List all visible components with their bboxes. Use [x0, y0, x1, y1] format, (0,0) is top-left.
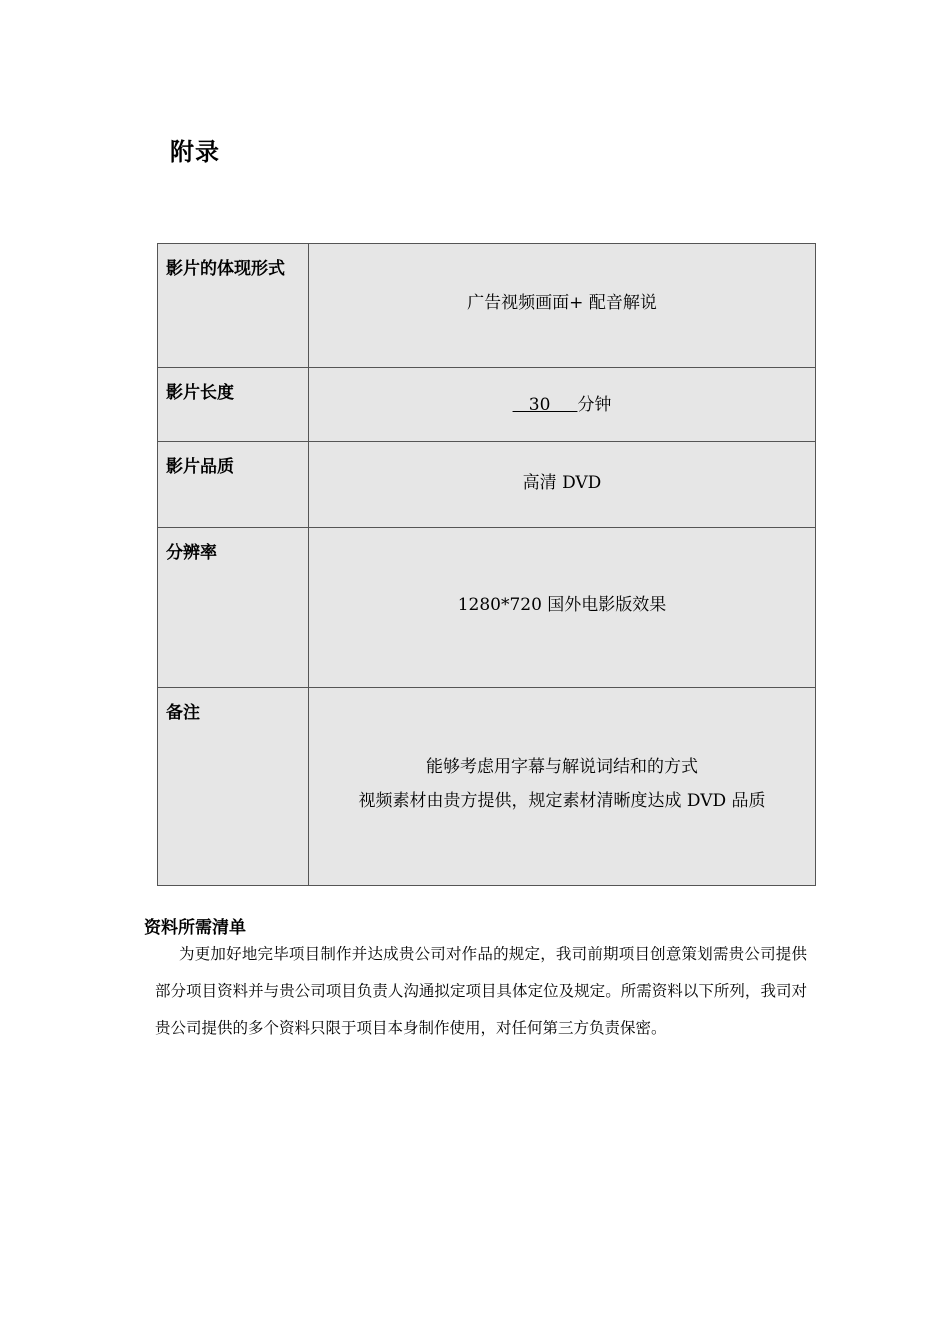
row-value-length [309, 368, 816, 442]
row-label-length: 影片长度 [158, 368, 309, 442]
film-spec-table [157, 243, 816, 886]
resolution-value: 1280*720 国外电影版效果 [457, 595, 667, 615]
quality-value: 高清 DVD [522, 473, 602, 493]
table-row [158, 442, 816, 528]
length-unit: 分钟 [577, 395, 612, 415]
format-value: 广告视频画面+ 配音解说 [467, 293, 657, 313]
row-label-notes: 备注 [158, 688, 309, 886]
table-row [158, 688, 816, 886]
row-label-resolution: 分辨率 [158, 528, 309, 688]
table-row [158, 528, 816, 688]
notes-line-1: 能够考虑用字幕与解说词结和的方式 [426, 757, 698, 777]
row-value-notes [309, 688, 816, 886]
row-label-quality: 影片品质 [158, 442, 309, 528]
section-heading: 资料所需清单 [144, 918, 246, 938]
table-row [158, 244, 816, 368]
length-value [309, 390, 815, 415]
row-value-format [309, 244, 816, 368]
materials-paragraph: 为更加好地完毕项目制作并达成贵公司对作品的规定，我司前期项目创意策划需贵公司提供部分项目资料并与贵公司项目负责人沟通拟定项目具体定位及规定。所需资料以下所列，我司对贵公司提供的多个资料只限于项目本身制作使用，对任何第三方负责保密。 [155, 945, 807, 1037]
length-number: 30 [512, 395, 578, 415]
page-title: 附录 [170, 138, 220, 166]
notes-line-2: 视频素材由贵方提供，规定素材清晰度达成 DVD 品质 [358, 791, 766, 811]
table-row [158, 368, 816, 442]
row-label-format: 影片的体现形式 [158, 244, 309, 368]
row-value-resolution [309, 528, 816, 688]
row-value-quality [309, 442, 816, 528]
